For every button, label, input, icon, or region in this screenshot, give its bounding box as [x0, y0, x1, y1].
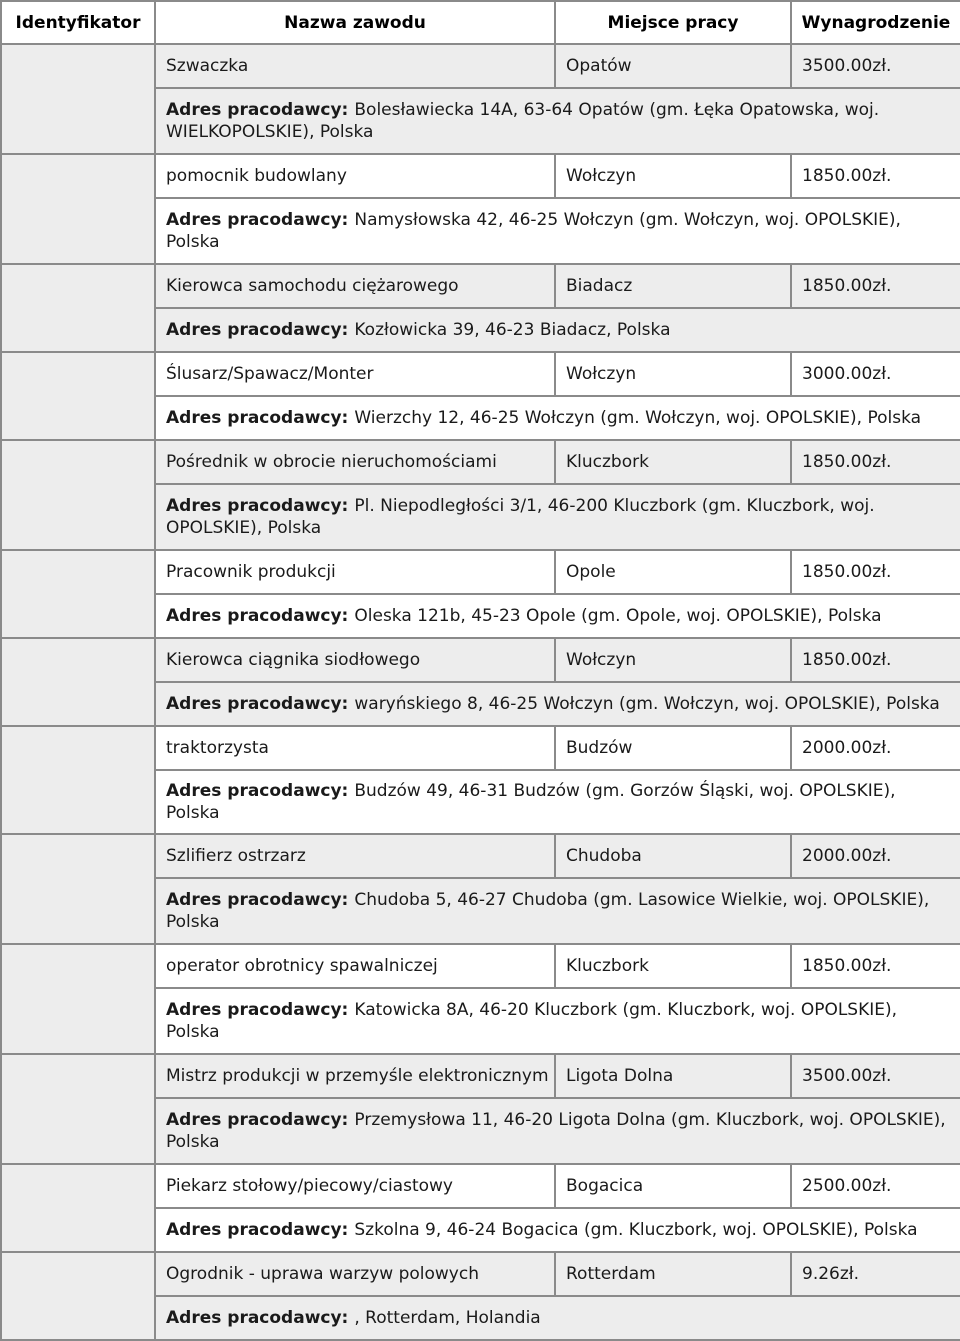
- employer-address-value: Oleska 121b, 45-23 Opole (gm. Opole, woj. OPOLSKIE), Polska: [354, 606, 882, 626]
- job-place: Opatów: [555, 44, 791, 88]
- employer-address-label: Adres pracodawcy:: [166, 1308, 349, 1328]
- job-place: Kluczbork: [555, 944, 791, 988]
- identifier-cell: [1, 1252, 155, 1340]
- job-name: Pracownik produkcji: [155, 550, 555, 594]
- job-name: Mistrz produkcji w przemyśle elektronicznym: [155, 1054, 555, 1098]
- job-row: [1, 440, 960, 484]
- employer-address-cell: [155, 770, 960, 834]
- employer-address-value: Pl. Niepodległości 3/1, 46-200 Kluczbork (gm. Kluczbork, woj. OPOLSKIE), Polska: [166, 496, 875, 538]
- job-row: [1, 1164, 960, 1208]
- job-row: [1, 1054, 960, 1098]
- job-place: Wołczyn: [555, 154, 791, 198]
- identifier-cell: [1, 1164, 155, 1252]
- employer-address-label: Adres pracodawcy:: [166, 890, 349, 910]
- identifier-cell: [1, 154, 155, 264]
- identifier-cell: [1, 550, 155, 638]
- job-row: [1, 1252, 960, 1296]
- job-name: Piekarz stołowy/piecowy/ciastowy: [155, 1164, 555, 1208]
- job-place: Ligota Dolna: [555, 1054, 791, 1098]
- employer-address-label: Adres pracodawcy:: [166, 694, 349, 714]
- employer-address-cell: [155, 878, 960, 944]
- job-name: pomocnik budowlany: [155, 154, 555, 198]
- identifier-cell: [1, 264, 155, 352]
- employer-address-cell: [155, 988, 960, 1054]
- job-name: operator obrotnicy spawalniczej: [155, 944, 555, 988]
- employer-address-value: Szkolna 9, 46-24 Bogacica (gm. Kluczbork, woj. OPOLSKIE), Polska: [354, 1220, 918, 1240]
- job-place: Opole: [555, 550, 791, 594]
- employer-address-cell: [155, 1296, 960, 1340]
- employer-address-label: Adres pracodawcy:: [166, 1220, 349, 1240]
- job-row: [1, 352, 960, 396]
- job-row: [1, 726, 960, 770]
- employer-address-label: Adres pracodawcy:: [166, 320, 349, 340]
- job-salary: 1850.00zł.: [791, 440, 960, 484]
- job-salary: 1850.00zł.: [791, 264, 960, 308]
- job-salary: 1850.00zł.: [791, 550, 960, 594]
- job-name: Ślusarz/Spawacz/Monter: [155, 352, 555, 396]
- job-place: Rotterdam: [555, 1252, 791, 1296]
- job-row: [1, 550, 960, 594]
- job-place: Kluczbork: [555, 440, 791, 484]
- job-row: [1, 834, 960, 878]
- job-place: Chudoba: [555, 834, 791, 878]
- job-row: [1, 944, 960, 988]
- job-salary: 9.26zł.: [791, 1252, 960, 1296]
- identifier-cell: [1, 440, 155, 550]
- job-salary: 3500.00zł.: [791, 1054, 960, 1098]
- job-name: traktorzysta: [155, 726, 555, 770]
- identifier-cell: [1, 726, 155, 834]
- job-row: [1, 154, 960, 198]
- employer-address-value: Bolesławiecka 14A, 63-64 Opatów (gm. Łęka Opatowska, woj. WIELKOPOLSKIE), Polska: [166, 100, 880, 142]
- employer-address-cell: [155, 88, 960, 154]
- employer-address-label: Adres pracodawcy:: [166, 1110, 349, 1130]
- identifier-cell: [1, 944, 155, 1054]
- employer-address-cell: [155, 308, 960, 352]
- job-name: Pośrednik w obrocie nieruchomościami: [155, 440, 555, 484]
- employer-address-cell: [155, 1208, 960, 1252]
- employer-address-label: Adres pracodawcy:: [166, 606, 349, 626]
- identifier-cell: [1, 638, 155, 726]
- job-place: Wołczyn: [555, 638, 791, 682]
- employer-address-label: Adres pracodawcy:: [166, 408, 349, 428]
- header-identifier: Identyfikator: [1, 1, 155, 44]
- header-job-name: Nazwa zawodu: [155, 1, 555, 44]
- job-name: Szlifierz ostrzarz: [155, 834, 555, 878]
- employer-address-value: Wierzchy 12, 46-25 Wołczyn (gm. Wołczyn, woj. OPOLSKIE), Polska: [354, 408, 922, 428]
- job-name: Ogrodnik - uprawa warzyw polowych: [155, 1252, 555, 1296]
- table-body: [1, 44, 960, 1340]
- job-salary: 1850.00zł.: [791, 154, 960, 198]
- employer-address-label: Adres pracodawcy:: [166, 210, 349, 230]
- job-place: Budzów: [555, 726, 791, 770]
- job-salary: 1850.00zł.: [791, 944, 960, 988]
- employer-address-value: Namysłowska 42, 46-25 Wołczyn (gm. Wołczyn, woj. OPOLSKIE), Polska: [166, 210, 901, 252]
- job-place: Bogacica: [555, 1164, 791, 1208]
- job-salary: 2000.00zł.: [791, 834, 960, 878]
- employer-address-value: Przemysłowa 11, 46-20 Ligota Dolna (gm. Kluczbork, woj. OPOLSKIE), Polska: [166, 1110, 946, 1152]
- job-salary: 3000.00zł.: [791, 352, 960, 396]
- employer-address-label: Adres pracodawcy:: [166, 100, 349, 120]
- table-header-row: [1, 1, 960, 44]
- identifier-cell: [1, 834, 155, 944]
- employer-address-cell: [155, 396, 960, 440]
- employer-address-value: Chudoba 5, 46-27 Chudoba (gm. Lasowice Wielkie, woj. OPOLSKIE), Polska: [166, 890, 930, 932]
- employer-address-cell: [155, 594, 960, 638]
- job-salary: 2500.00zł.: [791, 1164, 960, 1208]
- job-place: Wołczyn: [555, 352, 791, 396]
- job-place: Biadacz: [555, 264, 791, 308]
- employer-address-label: Adres pracodawcy:: [166, 781, 349, 801]
- job-name: Kierowca samochodu ciężarowego: [155, 264, 555, 308]
- job-row: [1, 638, 960, 682]
- employer-address-cell: [155, 682, 960, 726]
- employer-address-value: Katowicka 8A, 46-20 Kluczbork (gm. Kluczbork, woj. OPOLSKIE), Polska: [166, 1000, 898, 1042]
- header-workplace: Miejsce pracy: [555, 1, 791, 44]
- employer-address-cell: [155, 484, 960, 550]
- job-salary: 2000.00zł.: [791, 726, 960, 770]
- employer-address-value: , Rotterdam, Holandia: [354, 1308, 541, 1328]
- employer-address-cell: [155, 1098, 960, 1164]
- job-name: Szwaczka: [155, 44, 555, 88]
- employer-address-value: Kozłowicka 39, 46-23 Biadacz, Polska: [354, 320, 671, 340]
- header-salary: Wynagrodzenie: [791, 1, 960, 44]
- job-salary: 1850.00zł.: [791, 638, 960, 682]
- identifier-cell: [1, 352, 155, 440]
- job-row: [1, 264, 960, 308]
- identifier-cell: [1, 44, 155, 154]
- employer-address-label: Adres pracodawcy:: [166, 1000, 349, 1020]
- job-name: Kierowca ciągnika siodłowego: [155, 638, 555, 682]
- job-salary: 3500.00zł.: [791, 44, 960, 88]
- identifier-cell: [1, 1054, 155, 1164]
- employer-address-value: Budzów 49, 46-31 Budzów (gm. Gorzów Śląski, woj. OPOLSKIE), Polska: [166, 781, 896, 823]
- employer-address-value: waryńskiego 8, 46-25 Wołczyn (gm. Wołczyn, woj. OPOLSKIE), Polska: [354, 694, 940, 714]
- employer-address-cell: [155, 198, 960, 264]
- employer-address-label: Adres pracodawcy:: [166, 496, 349, 516]
- job-row: [1, 44, 960, 88]
